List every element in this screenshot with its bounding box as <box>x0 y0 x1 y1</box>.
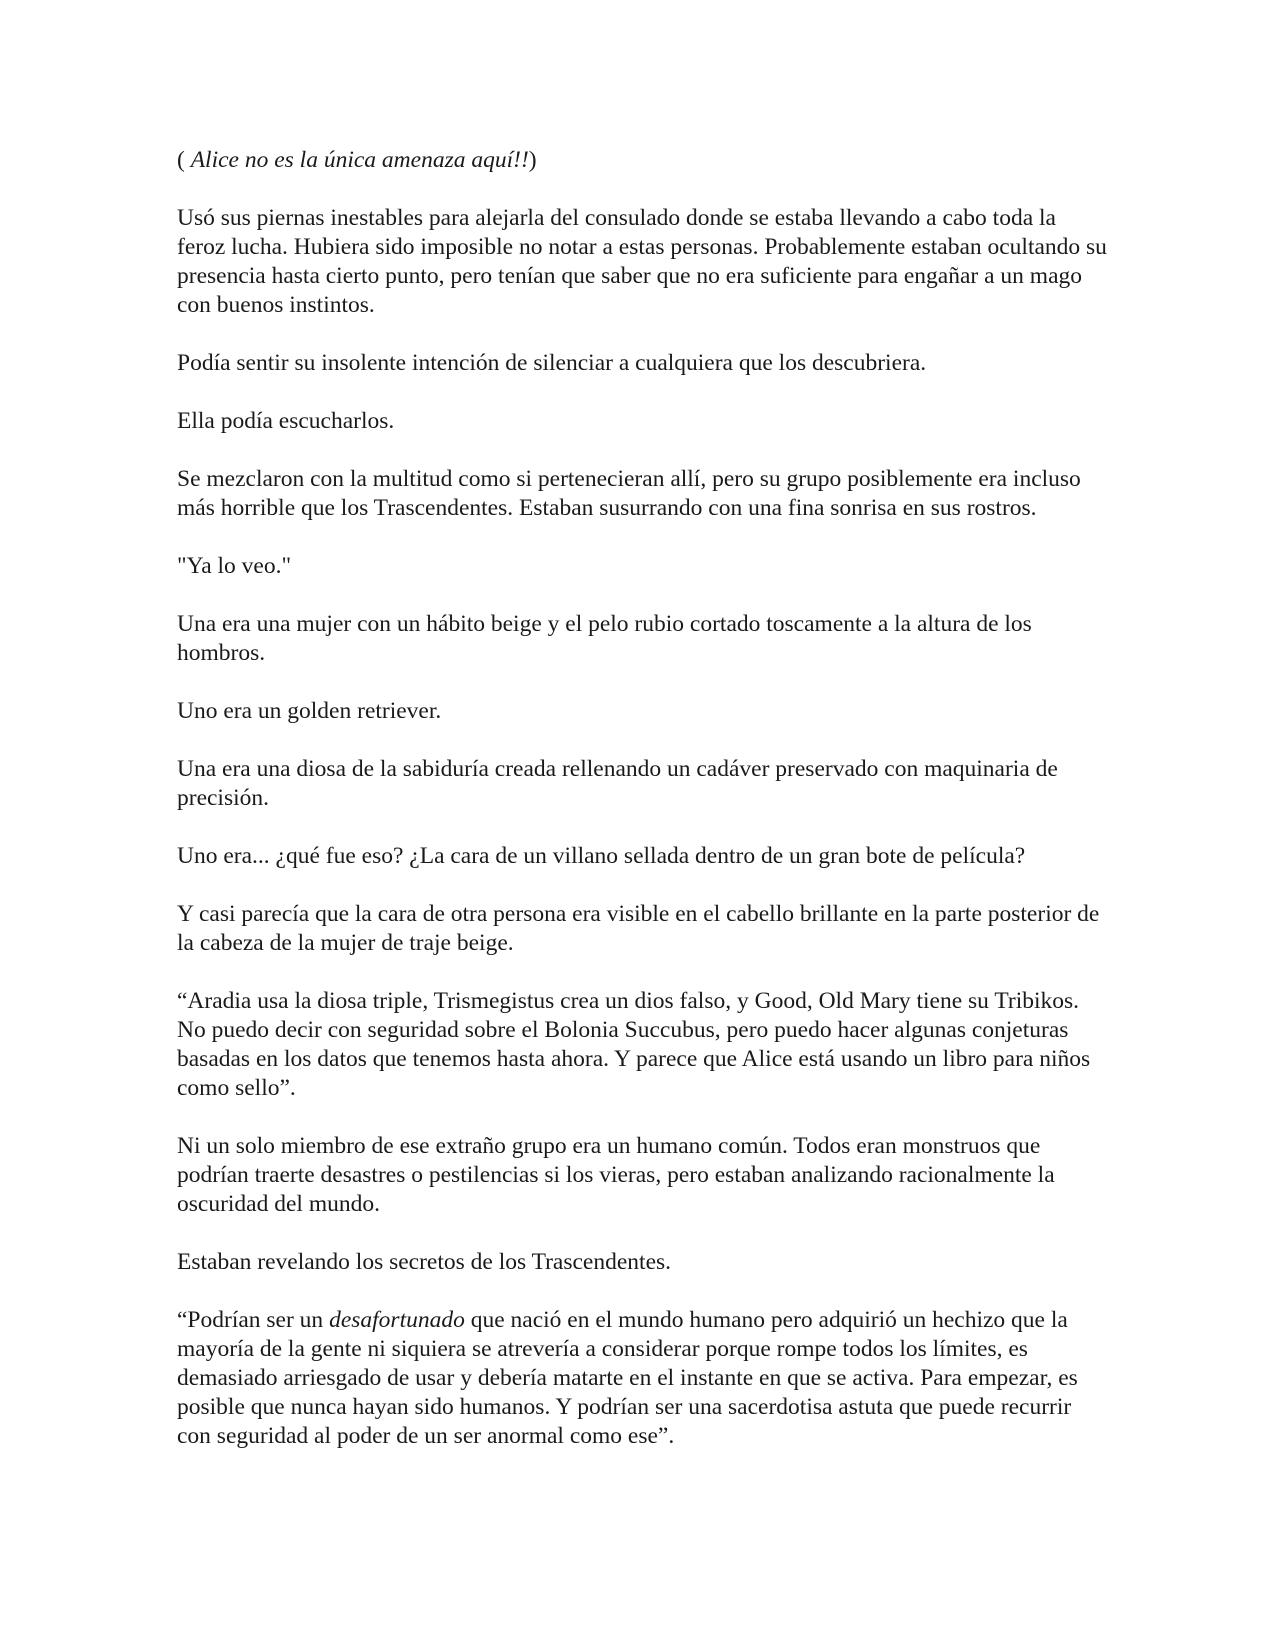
paragraph-6: "Ya lo veo." <box>177 553 292 579</box>
paragraph-14: Estaban revelando los secretos de los Trascendentes. <box>177 1249 672 1275</box>
paragraph-12: “Aradia usa la diosa triple, Trismegistus crea un dios falso, y Good, Old Mary tiene su Tribikos. No puedo decir con seguridad sobre el Bolonia Succubus, pero puedo hacer algunas conjeturas basadas en los datos que tenemos hasta ahora. Y parece que Alice está usando un libro para niños como sello”. <box>177 988 1091 1101</box>
paragraph-8: Uno era un golden retriever. <box>177 698 442 724</box>
paragraph-9: Una era una diosa de la sabiduría creada rellenando un cadáver preservado con maquinaria de precisión. <box>177 756 1058 811</box>
italic-heading: Alice no es la única amenaza aquí!! <box>190 147 529 173</box>
paragraph-13: Ni un solo miembro de ese extraño grupo era un humano común. Todos eran monstruos que podrían traerte desastres o pestilencias si los vieras, pero estaban analizando racionalmente la oscuridad del mundo. <box>177 1133 1055 1217</box>
paragraph-4: Ella podía escucharlos. <box>177 408 395 434</box>
paragraph-5: Se mezclaron con la multitud como si pertenecieran allí, pero su grupo posiblemente era incluso más horrible que los Trascendentes. Estaban susurrando con una fina sonrisa en sus rostros. <box>177 466 1081 521</box>
paragraph-3: Podía sentir su insolente intención de silenciar a cualquiera que los descubriera. <box>177 350 927 376</box>
paragraph-11: Y casi parecía que la cara de otra persona era visible en el cabello brillante en la parte posterior de la cabeza de la mujer de traje beige. <box>177 901 1100 956</box>
document-body <box>177 146 1107 1480</box>
italic-word: desafortunado <box>329 1307 465 1333</box>
paragraph-2: Usó sus piernas inestables para alejarla del consulado donde se estaba llevando a cabo toda la feroz lucha. Hubiera sido imposible no notar a estas personas. Probablemente estaban ocultando su presencia hasta cierto punto, pero tenían que saber que no era suficiente para engañar a un mago con buenos instintos. <box>177 205 1107 318</box>
paren-close: ) <box>528 147 537 173</box>
paragraph-15-end: que nació en el mundo humano pero adquirió un hechizo que la mayoría de la gente ni siquiera se atrevería a considerar porque rompe todos los límites, es demasiado arriesgado de usar y debería matarte en el instante en que se activa. Para empezar, es posible que nunca hayan sido humanos. Y podrían ser una sacerdotisa astuta que puede recurrir con seguridad al poder de un ser anormal como ese”. <box>177 1307 1078 1449</box>
paragraph-10: Uno era... ¿qué fue eso? ¿La cara de un villano sellada dentro de un gran bote de película? <box>177 843 1026 869</box>
paren-open: ( <box>177 147 191 173</box>
paragraph-15-start: “Podrían ser un <box>177 1307 330 1333</box>
paragraph-15 <box>177 1306 1107 1451</box>
paragraph-1 <box>177 146 1107 175</box>
paragraph-7: Una era una mujer con un hábito beige y el pelo rubio cortado toscamente a la altura de los hombros. <box>177 611 1032 666</box>
